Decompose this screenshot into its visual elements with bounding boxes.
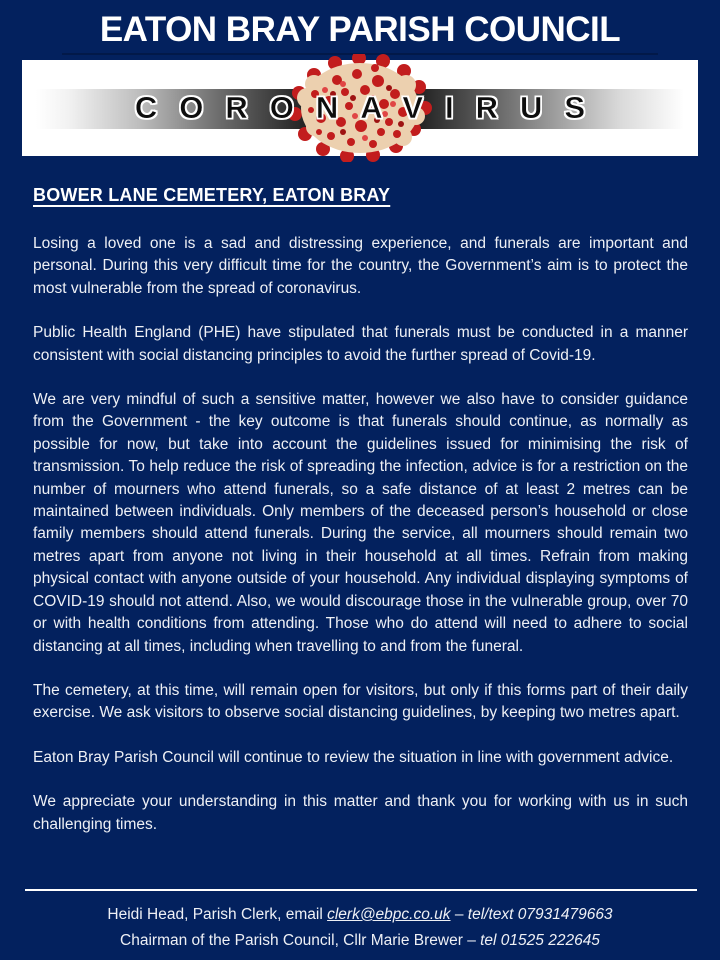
page-title: EATON BRAY PARISH COUNCIL [99,10,621,49]
clerk-phone: tel/text 07931479663 [467,906,613,923]
footer-contact-chairman [0,928,720,954]
paragraph-phe-stipulation: Public Health England (PHE) have stipulated that funerals must be conducted in a manner consistent with social distancing principles to avoid the further spread of Covid-19. [33,324,688,364]
clerk-dash: – [450,906,468,923]
footer-divider [25,889,697,891]
coronavirus-banner [22,60,698,156]
paragraph-losing-loved-one: Losing a loved one is a sad and distressing experience, and funerals are important and personal. During this very difficult time for the country, the Government’s aim is to protect the most vulnerable from the spread of coronavirus. [33,235,688,297]
notice-body [33,185,688,858]
clerk-contact-text: Heidi Head, Parish Clerk, email [107,906,328,923]
email-link[interactable]: clerk@ebpc.co.uk [327,906,451,923]
footer-contact-clerk [0,902,720,928]
chairman-contact-text: Chairman of the Parish Council, Cllr Marie Brewer – [120,932,481,949]
footer [0,902,720,954]
paragraph-thanks: We appreciate your understanding in this matter and thank you for working with us in such challenging times. [33,793,688,833]
paragraph-review-situation: Eaton Bray Parish Council will continue to review the situation in line with government advice. [33,748,674,766]
paragraph-funeral-guidance: We are very mindful of such a sensitive matter, however we also have to consider guidance from the Government - the key outcome is that funerals should continue, as normally as possible for now, but take into account the guidelines issued for minimising the risk of transmission. To help reduce the risk of spreading the infection, advice is for a restriction on the number of mourners who attend funerals, so a safe distance of at least 2 metres can be maintained between individuals. Only members of the deceased person’s household or close family members should attend funerals. During the service, all mourners should remain two metres apart from anyone not living in their household at all times. Refrain from making physical contact with anyone outside of your household. Any individual displaying symptoms of COVID-19 should not attend. Also, we would discourage those in the vulnerable group, over 70 or with health conditions from attending. Those who do attend will need to adhere to social distancing at all times, including when travelling to and from the funeral. [33,391,688,655]
header [0,0,720,55]
chairman-phone: tel 01525 222645 [480,932,600,949]
section-heading: BOWER LANE CEMETERY, EATON BRAY [33,185,391,205]
paragraph-cemetery-visitors: The cemetery, at this time, will remain open for visitors, but only if this forms part of their daily exercise. We ask visitors to observe social distancing guidelines, by keeping two metres apart. [33,681,688,722]
banner-title: CORONAVIRUS [134,90,608,125]
